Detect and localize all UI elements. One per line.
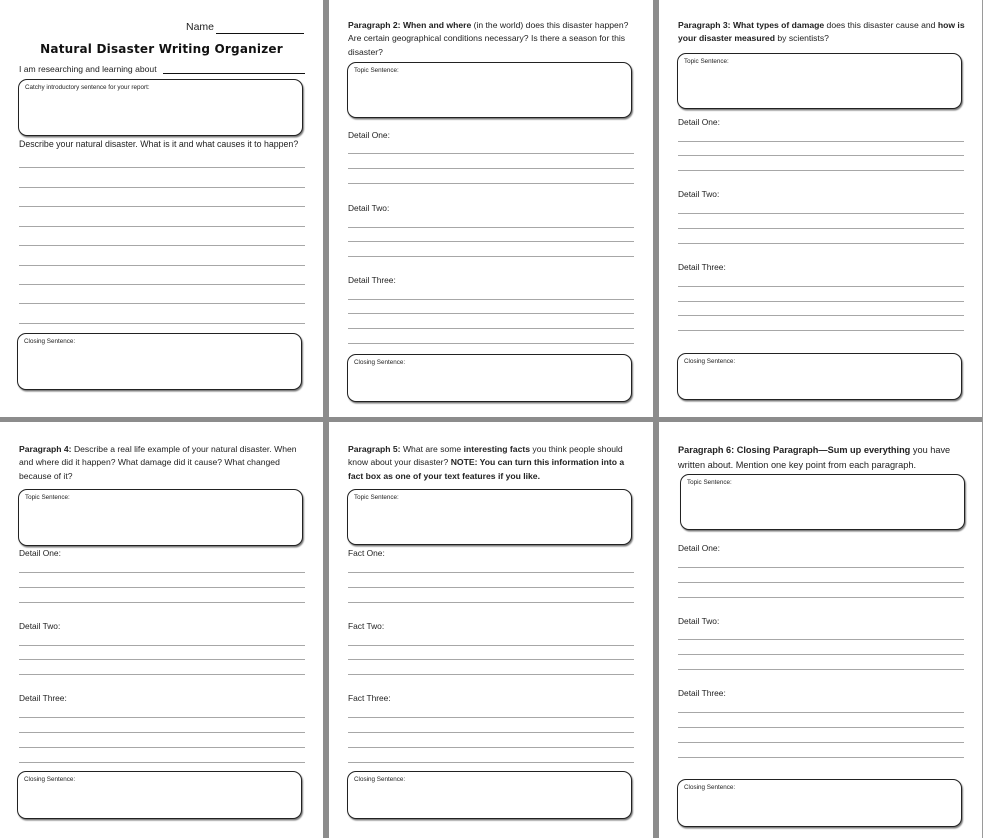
page-3-paragraph	[659, 0, 982, 417]
describe-prompt: Describe your natural disaster. What is it and what causes it to happen?	[19, 139, 299, 149]
closing-box-label: Closing Sentence:	[354, 359, 406, 366]
writing-line[interactable]	[19, 245, 305, 246]
closing-sentence-box[interactable]	[347, 771, 632, 819]
writing-line[interactable]	[678, 155, 964, 156]
writing-line[interactable]	[348, 602, 634, 603]
writing-line[interactable]	[678, 213, 964, 214]
writing-line[interactable]	[348, 256, 634, 257]
paragraph-prompt	[348, 19, 636, 59]
writing-line[interactable]	[348, 227, 634, 228]
writing-line[interactable]	[19, 303, 305, 304]
prompt-text: (in the world) does this disaster happen? Are certain geographical conditions necessary? Is there a season for this disaster?	[348, 20, 629, 57]
writing-line[interactable]	[19, 674, 305, 675]
writing-line[interactable]	[19, 645, 305, 646]
prompt-emphasis: Sum up everything	[827, 445, 911, 455]
closing-sentence-box[interactable]	[17, 771, 302, 819]
section-label: Detail One:	[348, 130, 390, 140]
writing-line[interactable]	[348, 299, 634, 300]
prompt-text: by scientists?	[777, 33, 829, 44]
closing-sentence-box[interactable]	[677, 353, 962, 400]
prompt-dash: —	[818, 445, 828, 455]
section-label: Detail One:	[19, 548, 61, 558]
page-6-closing-paragraph	[659, 422, 982, 838]
writing-line[interactable]	[678, 757, 964, 758]
closing-box-label: Closing Sentence:	[24, 338, 76, 345]
section-label: Detail One:	[678, 543, 720, 553]
prompt-note: NOTE: You can turn this information into a fact box as one of your text features if you like.	[348, 457, 625, 481]
section-label: Detail Two:	[19, 621, 61, 631]
prompt-emphasis: What types of damage	[732, 20, 825, 30]
writing-line[interactable]	[678, 315, 964, 316]
closing-box-label: Closing Sentence:	[684, 784, 736, 791]
page-4-paragraph	[0, 422, 323, 838]
topic-sentence-box[interactable]	[347, 489, 632, 545]
writing-line[interactable]	[19, 602, 305, 603]
writing-line[interactable]	[19, 226, 305, 227]
topic-box-label: Topic Sentence:	[354, 494, 399, 501]
writing-line[interactable]	[348, 572, 634, 573]
closing-box-label: Closing Sentence:	[684, 358, 736, 365]
writing-line[interactable]	[678, 330, 964, 331]
writing-line[interactable]	[348, 732, 634, 733]
name-label: Name	[186, 21, 215, 33]
closing-sentence-box[interactable]	[677, 779, 962, 827]
topic-box-label: Topic Sentence:	[354, 67, 399, 74]
page-2-paragraph	[329, 0, 653, 417]
writing-line[interactable]	[348, 183, 634, 184]
writing-line[interactable]	[19, 659, 305, 660]
writing-line[interactable]	[348, 168, 634, 169]
writing-line[interactable]	[348, 343, 634, 344]
paragraph-prompt	[348, 443, 636, 483]
writing-line[interactable]	[348, 674, 634, 675]
prompt-lead: Paragraph 4:	[19, 444, 72, 454]
writing-line[interactable]	[678, 654, 964, 655]
writing-line[interactable]	[678, 567, 964, 568]
section-label: Fact Three:	[348, 693, 391, 703]
section-label: Detail One:	[678, 117, 720, 127]
section-label: Detail Two:	[348, 203, 390, 213]
prompt-emphasis: how is your disaster measured	[678, 20, 965, 44]
prompt-text: Describe a real life example of your natural disaster. When and where did it happen? What damage did it cause? What changed because of it?	[19, 444, 297, 481]
writing-line[interactable]	[678, 727, 964, 728]
writing-line[interactable]	[348, 328, 634, 329]
topic-box-label: Topic Sentence:	[687, 479, 732, 486]
prompt-text: does this disaster cause and	[826, 20, 936, 30]
writing-line[interactable]	[678, 170, 964, 171]
topic-sentence-box[interactable]	[18, 489, 303, 546]
name-field[interactable]	[216, 33, 304, 34]
writing-line[interactable]	[678, 712, 964, 713]
prompt-text: you have written about. Mention one key point from each paragraph.	[678, 445, 951, 470]
writing-line[interactable]	[678, 669, 964, 670]
writing-line[interactable]	[348, 153, 634, 154]
writing-line[interactable]	[19, 284, 305, 285]
prompt-lead: Paragraph 2:	[348, 20, 401, 30]
topic-sentence-box[interactable]	[677, 53, 962, 109]
writing-line[interactable]	[19, 587, 305, 588]
section-label: Fact Two:	[348, 621, 385, 631]
page-title: Natural Disaster Writing Organizer	[40, 42, 283, 56]
closing-sentence-box[interactable]	[347, 354, 632, 402]
section-label: Detail Two:	[678, 189, 720, 199]
writing-line[interactable]	[19, 717, 305, 718]
topic-sentence-box[interactable]	[680, 474, 965, 530]
writing-line[interactable]	[678, 301, 964, 302]
prompt-emphasis: When and where	[402, 20, 472, 30]
closing-sentence-box[interactable]	[17, 333, 302, 390]
researching-label: I am researching and learning about	[19, 64, 157, 74]
page-1-intro	[0, 0, 323, 417]
writing-line[interactable]	[19, 167, 305, 168]
section-label: Fact One:	[348, 548, 385, 558]
writing-line[interactable]	[678, 243, 964, 244]
page-5-paragraph	[329, 422, 653, 838]
writing-line[interactable]	[19, 572, 305, 573]
topic-box-label: Topic Sentence:	[684, 58, 729, 65]
writing-line[interactable]	[19, 747, 305, 748]
writing-line[interactable]	[19, 265, 305, 266]
writing-line[interactable]	[678, 582, 964, 583]
prompt-lead: Paragraph 6: Closing Paragraph	[678, 445, 819, 455]
writing-line[interactable]	[678, 742, 964, 743]
section-label: Detail Two:	[678, 616, 720, 626]
topic-field[interactable]	[163, 73, 305, 74]
writing-line[interactable]	[678, 639, 964, 640]
writing-line[interactable]	[678, 141, 964, 142]
closing-box-label: Closing Sentence:	[24, 776, 76, 783]
writing-line[interactable]	[19, 206, 305, 207]
writing-line[interactable]	[348, 645, 634, 646]
prompt-text: What are some	[402, 444, 462, 454]
writing-line[interactable]	[678, 286, 964, 287]
prompt-emphasis: interesting facts	[463, 444, 530, 454]
writing-line[interactable]	[678, 597, 964, 598]
topic-box-label: Topic Sentence:	[25, 494, 70, 501]
writing-line[interactable]	[348, 587, 634, 588]
section-label: Detail Three:	[678, 262, 726, 272]
topic-sentence-box[interactable]	[347, 62, 632, 118]
writing-line[interactable]	[348, 717, 634, 718]
intro-sentence-box[interactable]	[18, 79, 303, 136]
writing-line[interactable]	[348, 747, 634, 748]
section-label: Detail Three:	[348, 275, 396, 285]
writing-line[interactable]	[678, 228, 964, 229]
writing-line[interactable]	[19, 187, 305, 188]
closing-box-label: Closing Sentence:	[354, 776, 406, 783]
paragraph-prompt	[678, 19, 966, 46]
writing-line[interactable]	[19, 732, 305, 733]
section-label: Detail Three:	[678, 688, 726, 698]
writing-line[interactable]	[19, 323, 305, 324]
writing-line[interactable]	[348, 313, 634, 314]
section-label: Detail Three:	[19, 693, 67, 703]
intro-box-label: Catchy introductory sentence for your report:	[25, 84, 150, 91]
writing-line[interactable]	[348, 241, 634, 242]
writing-line[interactable]	[19, 762, 305, 763]
prompt-text: you think people should know about your disaster?	[348, 444, 623, 468]
prompt-lead: Paragraph 5:	[348, 444, 401, 454]
writing-line[interactable]	[348, 762, 634, 763]
prompt-lead: Paragraph 3:	[678, 20, 731, 30]
writing-line[interactable]	[348, 659, 634, 660]
paragraph-prompt	[19, 443, 307, 483]
paragraph-prompt	[678, 443, 966, 472]
